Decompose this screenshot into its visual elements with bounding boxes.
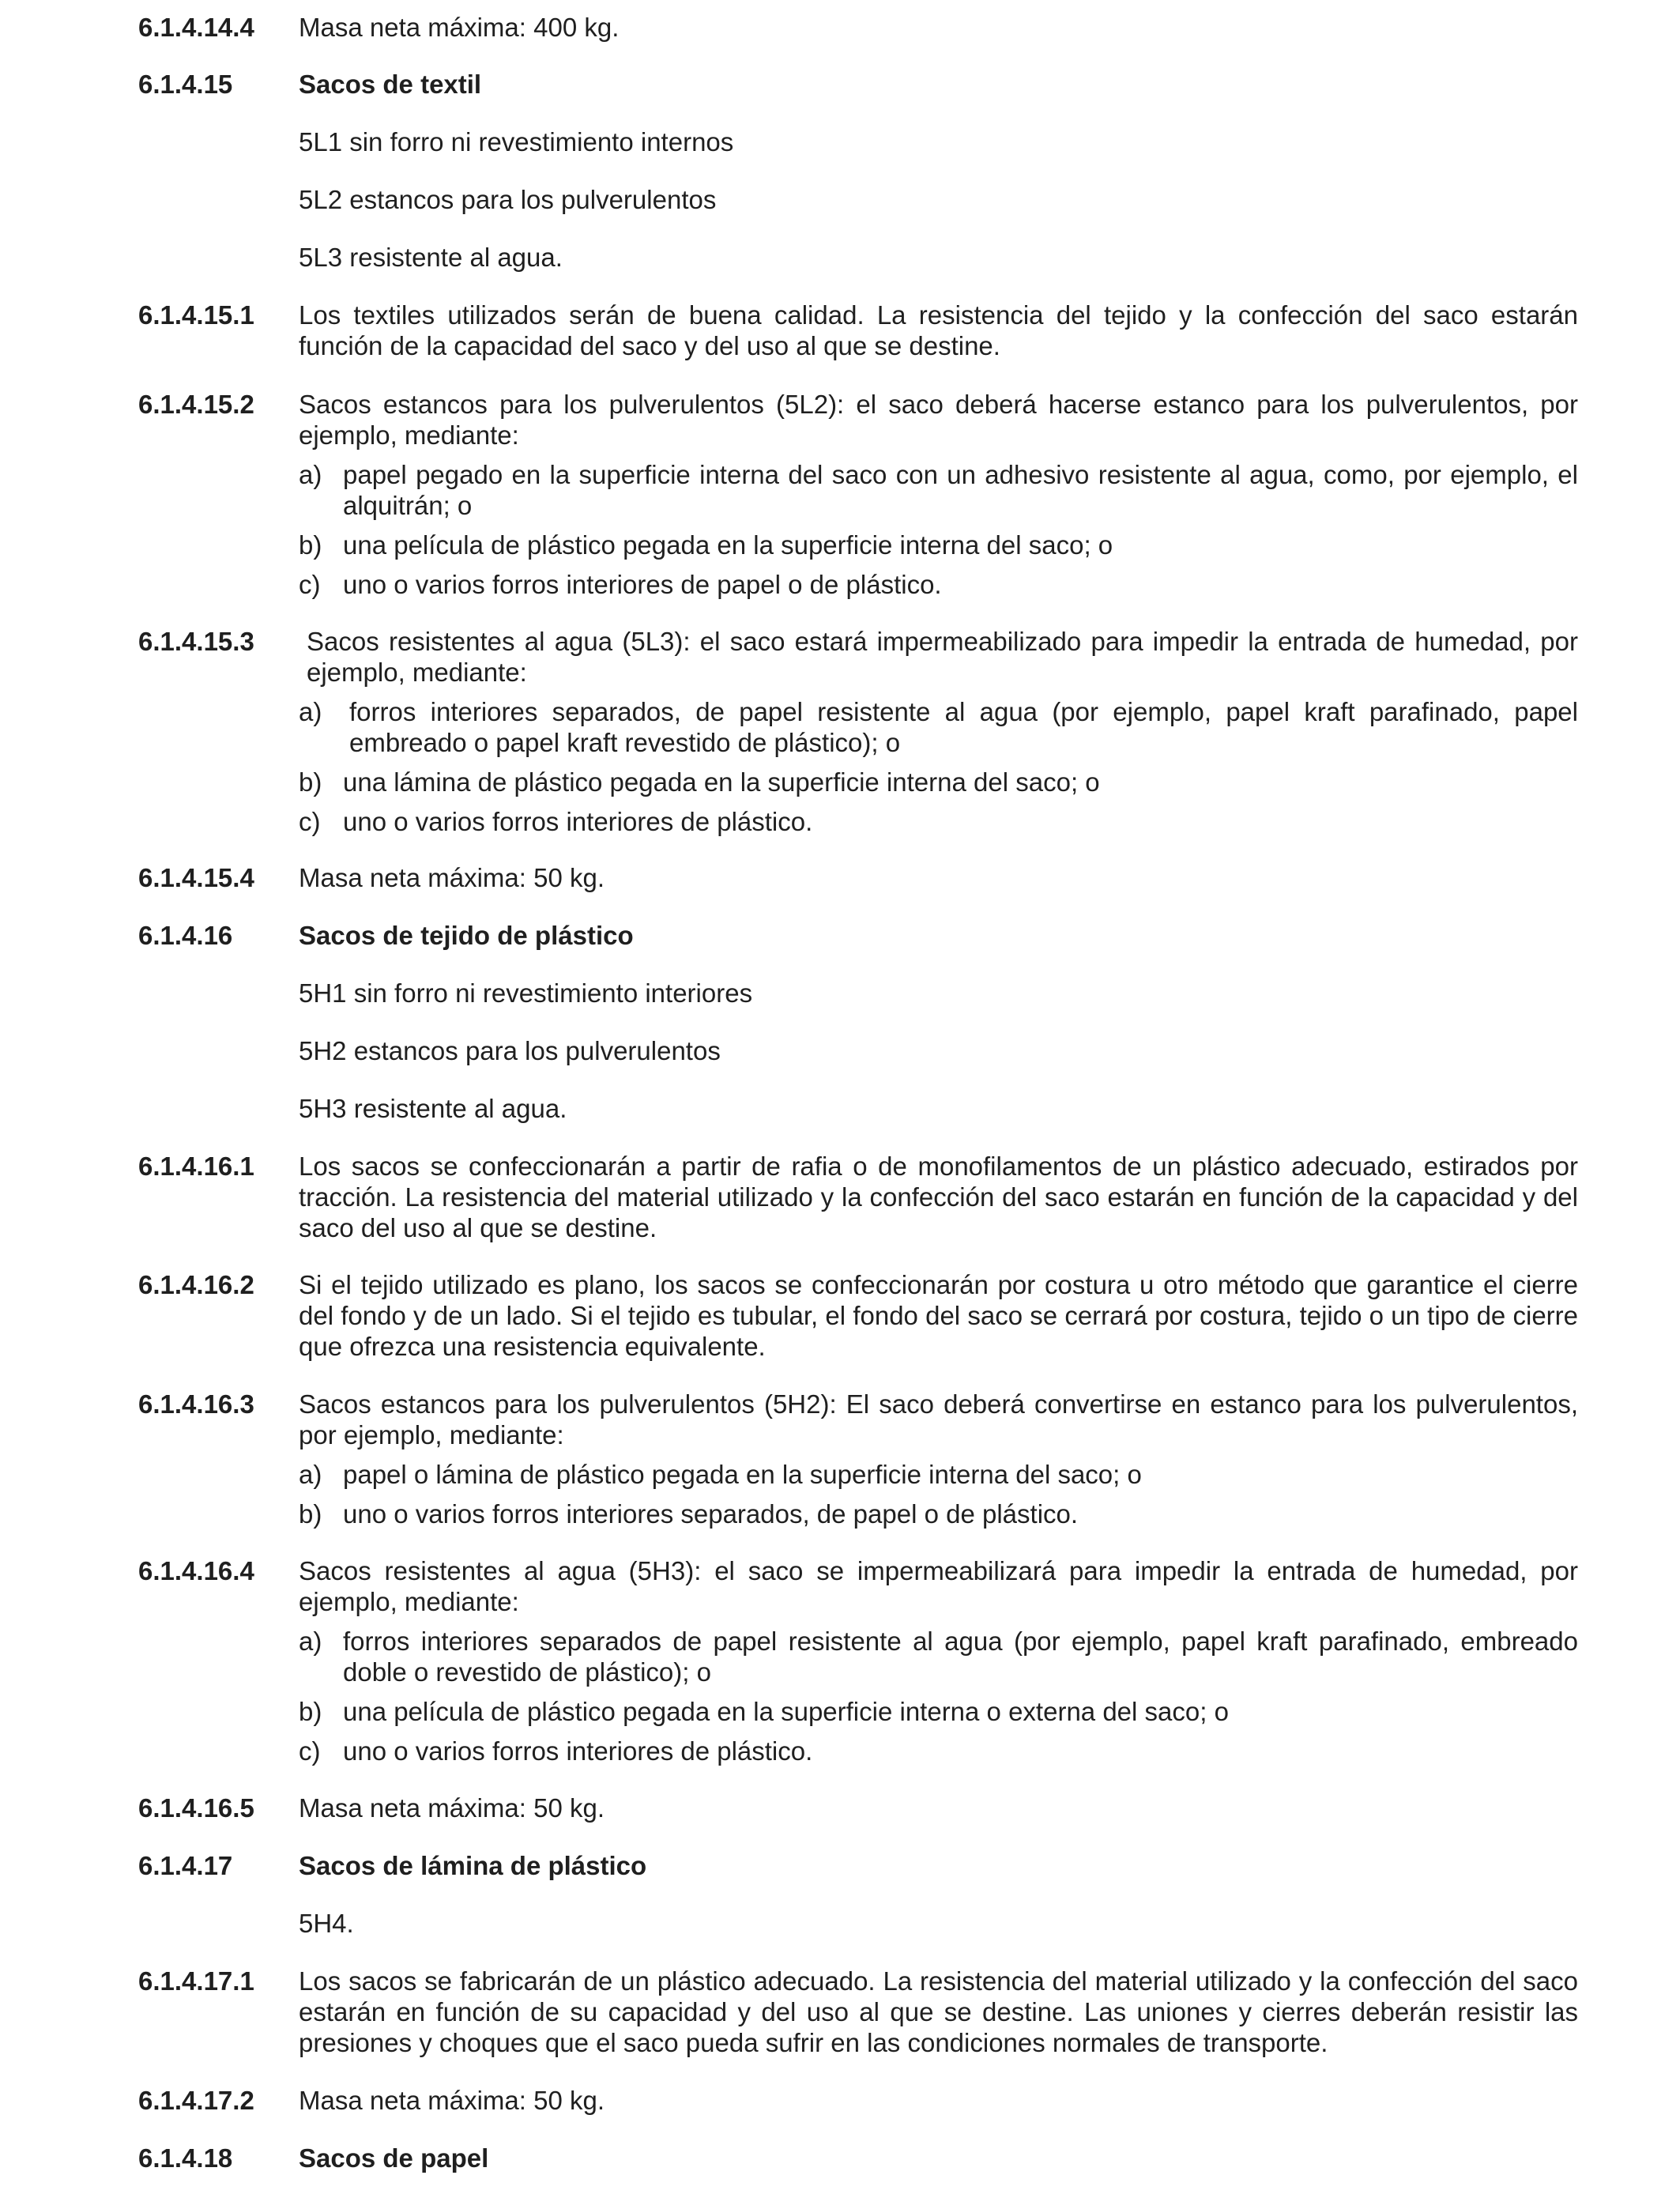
paragraph-6-1-4-16-3 [0,1389,1680,1529]
list-label: b) [299,767,322,797]
paragraph-text: Los sacos se fabricarán de un plástico adecuado. La resistencia del material utilizado y la confección del saco estarán en función de su capacidad y del uso al que se destine. Las uniones y cierres deberán resistir las presiones y choques que el saco pueda sufrir en las condiciones normales de transporte. [299,1966,1578,2057]
list-text: una película de plástico pegada en la superficie interna del saco; o [343,530,1113,560]
list-text: uno o varios forros interiores de plástico. [343,1736,813,1766]
list-text: uno o varios forros interiores de papel o de plástico. [343,570,942,599]
list-item [299,1696,1578,1727]
section-number: 6.1.4.16.4 [138,1556,254,1585]
heading-6-1-4-18 [0,2143,1680,2173]
paragraph-6-1-4-15-3 [0,626,1680,837]
section-number: 6.1.4.17.2 [138,2086,254,2115]
list-item [299,1498,1578,1529]
paragraph-text: 5L3 resistente al agua. [299,243,563,272]
paragraph-6-1-4-15-1 [0,300,1680,361]
paragraph-text: Masa neta máxima: 50 kg. [299,1793,605,1823]
list-text: una película de plástico pegada en la superficie interna o externa del saco; o [343,1697,1229,1726]
list-item [299,806,1578,837]
list-item [299,459,1578,521]
list-label: c) [299,1736,321,1766]
paragraph-text: 5L1 sin forro ni revestimiento internos [299,127,734,156]
code-line [0,1093,1680,1124]
paragraph-6-1-4-15-2 [0,389,1680,600]
section-number: 6.1.4.15.4 [138,863,254,892]
list-item [299,530,1578,560]
paragraph-6-1-4-16-4 [0,1555,1680,1766]
list-item [299,767,1578,797]
paragraph-6-1-4-16-1 [0,1151,1680,1243]
list-label: b) [299,1499,322,1529]
list-label: c) [299,807,321,836]
paragraph-text [299,626,1578,837]
section-number: 6.1.4.17 [138,1851,233,1880]
list-label: b) [299,1697,322,1726]
paragraph-text: Si el tejido utilizado es plano, los sacos se confeccionarán por costura u otro método que garantice el cierre del fondo y de un lado. Si el tejido es tubular, el fondo del saco se cerrará por costura, tejido o un tipo de cierre que ofrezca una resistencia equivalente. [299,1270,1578,1361]
list-label: b) [299,530,322,560]
section-number: 6.1.4.16.2 [138,1270,254,1299]
list-label: a) [299,1460,322,1489]
code-line [0,1035,1680,1066]
paragraph-text: 5H3 resistente al agua. [299,1094,567,1123]
section-title: Sacos de lámina de plástico [299,1851,647,1880]
paragraph-6-1-4-17-1 [0,1966,1680,2058]
paragraph-text: Masa neta máxima: 50 kg. [299,863,605,892]
section-title: Sacos de tejido de plástico [299,921,634,950]
list-text: papel o lámina de plástico pegada en la superficie interna del saco; o [343,1460,1142,1489]
paragraph-6-1-4-16-2 [0,1269,1680,1362]
code-line [0,1908,1680,1939]
paragraph-text: Masa neta máxima: 400 kg. [299,13,620,42]
heading-6-1-4-15 [0,69,1680,100]
list-label: a) [299,460,322,489]
paragraph-text: 5L2 estancos para los pulverulentos [299,185,717,214]
code-line [0,184,1680,215]
list-label: a) [299,697,322,726]
paragraph-intro: Sacos resistentes al agua (5H3): el saco se impermeabilizará para impedir la entrada de humedad, por ejemplo, mediante: [299,1556,1578,1616]
section-number: 6.1.4.16 [138,921,233,950]
list-item [299,1736,1578,1766]
section-number: 6.1.4.16.3 [138,1389,254,1419]
code-line [0,978,1680,1008]
paragraph-6-1-4-14-4 [0,12,1680,43]
paragraph-intro: Sacos estancos para los pulverulentos (5L2): el saco deberá hacerse estanco para los pulverulentos, por ejemplo, mediante: [299,390,1578,450]
list-item [299,1626,1578,1687]
list-item [299,1459,1578,1490]
list-text: papel pegado en la superficie interna del saco con un adhesivo resistente al agua, como, por ejemplo, el alquitrán; o [343,460,1578,520]
section-title: Sacos de textil [299,70,482,99]
code-line [0,126,1680,157]
list-label: c) [299,570,321,599]
section-number: 6.1.4.17.1 [138,1966,254,1996]
paragraph-intro: Sacos resistentes al agua (5L3): el saco estará impermeabilizado para impedir la entrada de humedad, por ejemplo, mediante: [307,627,1578,687]
list-text: una lámina de plástico pegada en la superficie interna del saco; o [343,767,1100,797]
paragraph-text: 5H2 estancos para los pulverulentos [299,1036,721,1065]
heading-6-1-4-17 [0,1850,1680,1881]
paragraph-6-1-4-16-5 [0,1793,1680,1823]
paragraph-6-1-4-15-4 [0,862,1680,893]
list-text: uno o varios forros interiores separados, de papel o de plástico. [343,1499,1079,1529]
code-line [0,242,1680,273]
paragraph-text [299,1555,1578,1766]
section-number: 6.1.4.16.1 [138,1152,254,1181]
list-text: forros interiores separados de papel resistente al agua (por ejemplo, papel kraft parafinado, embreado doble o revestido de plástico); o [343,1627,1578,1687]
list-text: forros interiores separados, de papel resistente al agua (por ejemplo, papel kraft parafinado, papel embreado o papel kraft revestido de plástico); o [349,697,1578,757]
list-item [299,696,1578,758]
paragraph-text: Masa neta máxima: 50 kg. [299,2086,605,2115]
section-number: 6.1.4.15.3 [138,627,254,656]
paragraph-text [299,389,1578,600]
list-item [299,569,1578,600]
paragraph-text [299,1389,1578,1529]
paragraph-text: 5H1 sin forro ni revestimiento interiores [299,978,753,1008]
section-number: 6.1.4.15.2 [138,390,254,419]
heading-6-1-4-16 [0,920,1680,951]
paragraph-text: Los textiles utilizados serán de buena calidad. La resistencia del tejido y la confección del saco estarán función de la capacidad del saco y del uso al que se destine. [299,300,1578,360]
section-number: 6.1.4.15.1 [138,300,254,330]
section-number: 6.1.4.14.4 [138,13,254,42]
paragraph-6-1-4-17-2 [0,2085,1680,2116]
list-text: uno o varios forros interiores de plástico. [343,807,813,836]
section-number: 6.1.4.15 [138,70,233,99]
paragraph-text: Los sacos se confeccionarán a partir de rafia o de monofilamentos de un plástico adecuado, estirados por tracción. La resistencia del material utilizado y la confección del saco estarán en función de la capacidad y del saco del uso al que se destine. [299,1152,1578,1242]
section-number: 6.1.4.18 [138,2143,233,2173]
paragraph-text: 5H4. [299,1909,354,1938]
section-title: Sacos de papel [299,2143,489,2173]
section-number: 6.1.4.16.5 [138,1793,254,1823]
list-label: a) [299,1627,322,1656]
paragraph-intro: Sacos estancos para los pulverulentos (5H2): El saco deberá convertirse en estanco para los pulverulentos, por ejemplo, mediante: [299,1389,1578,1449]
